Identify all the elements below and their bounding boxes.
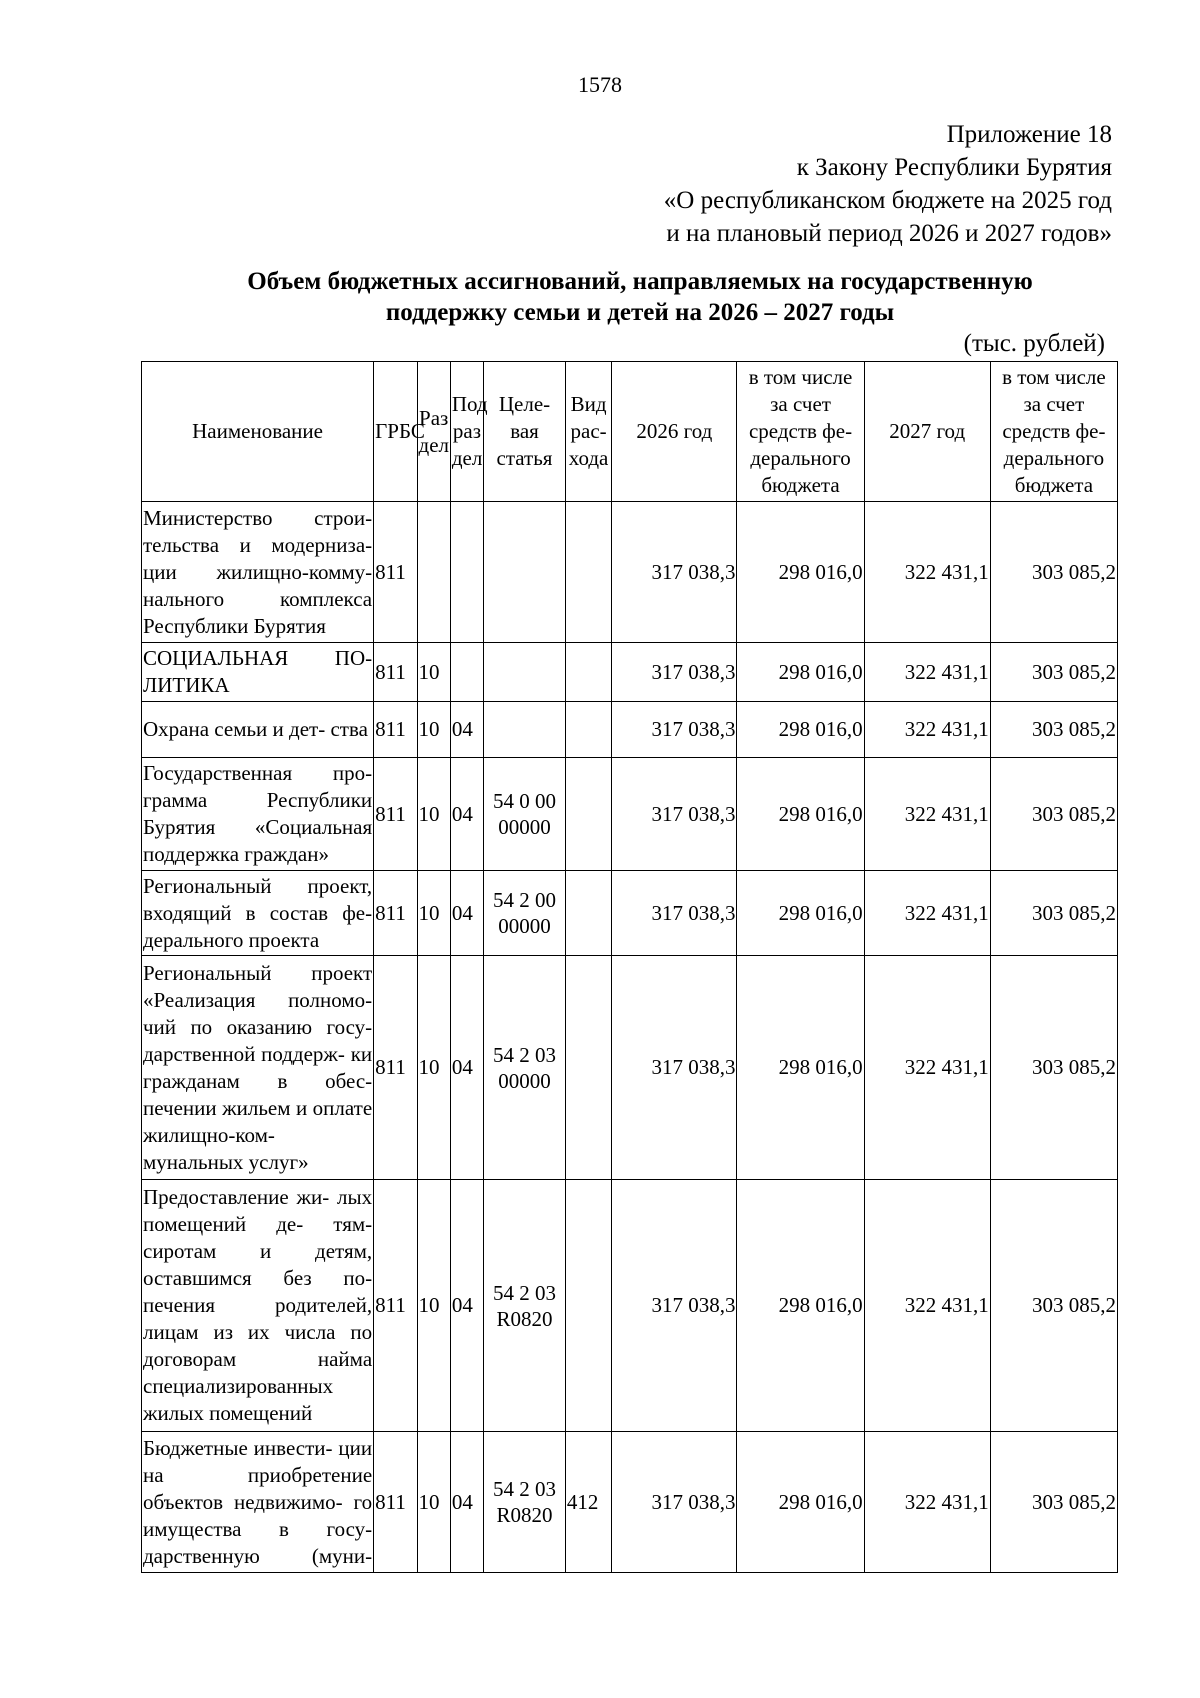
row-name: Охрана семьи и дет- ства bbox=[142, 702, 374, 758]
row-2026: 317 038,3 bbox=[612, 758, 737, 871]
row-fed-2026: 298 016,0 bbox=[737, 702, 864, 758]
budget-table bbox=[141, 361, 1118, 1573]
header-2026: 2026 год bbox=[612, 362, 737, 502]
title-line: поддержку семьи и детей на 2026 – 2027 годы bbox=[385, 299, 895, 326]
row-vid bbox=[565, 956, 611, 1180]
row-podrazdel: 04 bbox=[450, 758, 483, 871]
row-name: СОЦИАЛЬНАЯ ПО- ЛИТИКА bbox=[142, 643, 374, 702]
row-fed-2026: 298 016,0 bbox=[737, 1180, 864, 1432]
row-grbs: 811 bbox=[374, 758, 417, 871]
table-row bbox=[142, 502, 1118, 643]
table-row bbox=[142, 643, 1118, 702]
row-2026: 317 038,3 bbox=[612, 502, 737, 643]
row-razdel: 10 bbox=[417, 758, 450, 871]
row-grbs: 811 bbox=[374, 956, 417, 1180]
header-vid: Вид рас- хода bbox=[565, 362, 611, 502]
row-podrazdel bbox=[450, 502, 483, 643]
row-grbs: 811 bbox=[374, 1432, 417, 1573]
title-line: Объем бюджетных ассигнований, направляемых на государственную bbox=[247, 268, 1033, 295]
row-razdel: 10 bbox=[417, 643, 450, 702]
row-target: 54 2 03 00000 bbox=[484, 956, 566, 1180]
appendix-line: к Закону Республики Бурятия bbox=[796, 154, 1112, 181]
row-vid: 412 bbox=[565, 1432, 611, 1573]
row-target bbox=[484, 502, 566, 643]
row-2027: 322 431,1 bbox=[864, 758, 990, 871]
row-razdel: 10 bbox=[417, 956, 450, 1180]
row-fed-2026: 298 016,0 bbox=[737, 871, 864, 956]
units-label: (тыс. рублей) bbox=[963, 330, 1105, 357]
row-fed-2027: 303 085,2 bbox=[990, 502, 1117, 643]
row-grbs: 811 bbox=[374, 502, 417, 643]
row-fed-2027: 303 085,2 bbox=[990, 956, 1117, 1180]
row-vid bbox=[565, 502, 611, 643]
table-row bbox=[142, 1432, 1118, 1573]
header-row bbox=[142, 362, 1118, 502]
row-2027: 322 431,1 bbox=[864, 871, 990, 956]
row-podrazdel bbox=[450, 643, 483, 702]
row-2026: 317 038,3 bbox=[612, 702, 737, 758]
row-name: Министерство строи- тельства и модерниза- ции жилищно-комму- нального комплекса Республики Бурятия bbox=[142, 502, 374, 643]
row-fed-2027: 303 085,2 bbox=[990, 758, 1117, 871]
appendix-line: «О республиканском бюджете на 2025 год bbox=[663, 187, 1112, 214]
row-fed-2027: 303 085,2 bbox=[990, 643, 1117, 702]
appendix-line: Приложение 18 bbox=[946, 121, 1112, 148]
row-vid bbox=[565, 758, 611, 871]
row-podrazdel: 04 bbox=[450, 702, 483, 758]
row-razdel: 10 bbox=[417, 702, 450, 758]
row-fed-2026: 298 016,0 bbox=[737, 956, 864, 1180]
row-podrazdel: 04 bbox=[450, 1180, 483, 1432]
page-number: 1578 bbox=[578, 72, 622, 97]
table-row bbox=[142, 956, 1118, 1180]
row-2026: 317 038,3 bbox=[612, 871, 737, 956]
row-target: 54 2 03 R0820 bbox=[484, 1432, 566, 1573]
row-2027: 322 431,1 bbox=[864, 1180, 990, 1432]
row-fed-2027: 303 085,2 bbox=[990, 1432, 1117, 1573]
row-razdel bbox=[417, 502, 450, 643]
row-name: Государственная про- грамма Республики Бурятия «Социальная поддержка граждан» bbox=[142, 758, 374, 871]
row-2026: 317 038,3 bbox=[612, 956, 737, 1180]
appendix-block bbox=[664, 118, 1112, 250]
row-grbs: 811 bbox=[374, 1180, 417, 1432]
row-fed-2026: 298 016,0 bbox=[737, 1432, 864, 1573]
header-fed-2026: в том числе за счет средств фе- дерального бюджета bbox=[737, 362, 864, 502]
header-fed-2027: в том числе за счет средств фе- дерального бюджета bbox=[990, 362, 1117, 502]
row-target bbox=[484, 643, 566, 702]
table-row bbox=[142, 1180, 1118, 1432]
row-grbs: 811 bbox=[374, 871, 417, 956]
row-grbs: 811 bbox=[374, 702, 417, 758]
row-fed-2026: 298 016,0 bbox=[737, 758, 864, 871]
row-razdel: 10 bbox=[417, 1432, 450, 1573]
row-2026: 317 038,3 bbox=[612, 1432, 737, 1573]
row-target: 54 0 00 00000 bbox=[484, 758, 566, 871]
row-name: Предоставление жи- лых помещений де- тям-сиротам и детям, оставшимся без по- печения родителей, лицам из их числа по договорам найма специализированных жилых помещений bbox=[142, 1180, 374, 1432]
row-vid bbox=[565, 702, 611, 758]
table-row bbox=[142, 758, 1118, 871]
row-podrazdel: 04 bbox=[450, 871, 483, 956]
row-vid bbox=[565, 871, 611, 956]
document-title bbox=[140, 266, 1140, 328]
row-name: Региональный проект, входящий в состав фе- дерального проекта bbox=[142, 871, 374, 956]
row-target: 54 2 00 00000 bbox=[484, 871, 566, 956]
row-2027: 322 431,1 bbox=[864, 1432, 990, 1573]
row-razdel: 10 bbox=[417, 871, 450, 956]
row-fed-2026: 298 016,0 bbox=[737, 643, 864, 702]
row-name: Региональный проект «Реализация полномо- чий по оказанию госу- дарственной поддерж- ки гражданам в обес- печении жильем и оплате жилищно-ком- мунальных услуг» bbox=[142, 956, 374, 1180]
row-2027: 322 431,1 bbox=[864, 702, 990, 758]
row-fed-2027: 303 085,2 bbox=[990, 702, 1117, 758]
header-target: Целе- вая статья bbox=[484, 362, 566, 502]
table-row bbox=[142, 702, 1118, 758]
row-2027: 322 431,1 bbox=[864, 643, 990, 702]
row-target: 54 2 03 R0820 bbox=[484, 1180, 566, 1432]
row-vid bbox=[565, 1180, 611, 1432]
row-vid bbox=[565, 643, 611, 702]
header-name: Наименование bbox=[142, 362, 374, 502]
table-row bbox=[142, 871, 1118, 956]
row-fed-2027: 303 085,2 bbox=[990, 1180, 1117, 1432]
row-podrazdel: 04 bbox=[450, 956, 483, 1180]
header-2027: 2027 год bbox=[864, 362, 990, 502]
appendix-line: и на плановый период 2026 и 2027 годов» bbox=[666, 220, 1112, 247]
row-2027: 322 431,1 bbox=[864, 502, 990, 643]
row-2027: 322 431,1 bbox=[864, 956, 990, 1180]
row-name: Бюджетные инвести- ции на приобретение объектов недвижимо- го имущества в госу- дарственную (муни- bbox=[142, 1432, 374, 1573]
row-fed-2026: 298 016,0 bbox=[737, 502, 864, 643]
row-target bbox=[484, 702, 566, 758]
row-fed-2027: 303 085,2 bbox=[990, 871, 1117, 956]
header-podrazdel: Под раз дел bbox=[450, 362, 483, 502]
row-razdel: 10 bbox=[417, 1180, 450, 1432]
header-razdel: Раз дел bbox=[417, 362, 450, 502]
row-2026: 317 038,3 bbox=[612, 643, 737, 702]
row-2026: 317 038,3 bbox=[612, 1180, 737, 1432]
row-grbs: 811 bbox=[374, 643, 417, 702]
header-grbs: ГРБС bbox=[374, 362, 417, 502]
row-podrazdel: 04 bbox=[450, 1432, 483, 1573]
